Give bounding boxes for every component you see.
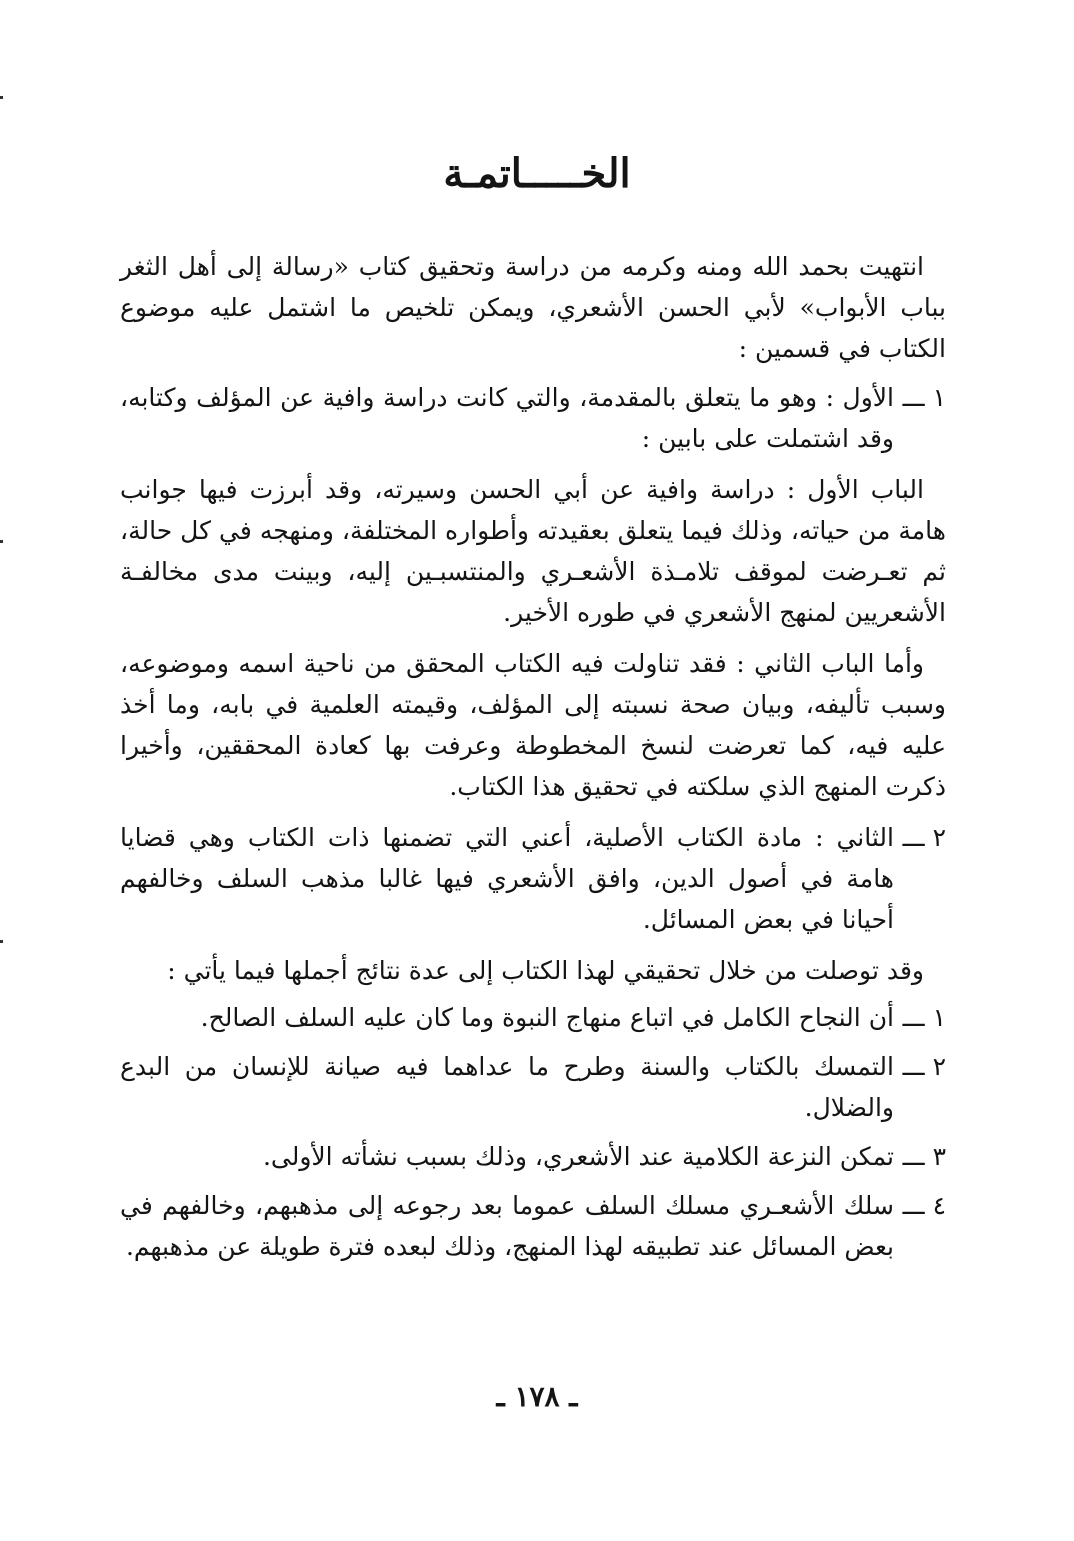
result-text: أن النجاح الكامل في اتباع منهاج النبوة وما كان عليه السلف الصالح. (200, 1003, 894, 1032)
section-number: ٢ ـــ (902, 823, 946, 852)
result-text: تمكن النزعة الكلامية عند الأشعري، وذلك بسبب نشأته الأولى. (262, 1142, 894, 1171)
section-text: الأول : وهو ما يتعلق بالمقدمة، والتي كانت دراسة وافية عن المؤلف وكتابه، وقد اشتملت على بابين : (120, 383, 894, 453)
section-item (120, 377, 946, 459)
intro-paragraph: انتهيت بحمد الله ومنه وكرمه من دراسة وتحقيق كتاب «رسالة إلى أهل الثغر بباب الأبواب» لأبي الحسن الأشعري، ويمكن تلخيص ما اشتمل عليه موضوع الكتاب في قسمين : (120, 252, 946, 363)
conclusion-intro: وقد توصلت من خلال تحقيقي لهذا الكتاب إلى عدة نتائج أجملها فيما يأتي : (167, 956, 924, 985)
page-number: ـ ١٧٨ ـ (496, 1380, 578, 1413)
result-item (120, 1136, 946, 1177)
section-item (120, 817, 946, 940)
result-number: ١ ـــ (902, 1003, 946, 1032)
chapter-one-paragraph: الباب الأول : دراسة وافية عن أبي الحسن وسيرته، وقد أبرزت فيها جوانب هامة من حياته، وذلك فيما يتعلق بعقيدته وأطواره المختلفة، ومنهجه في كل حالة، ثم تعـرضت لموقف تلامـذة الأشعـري والمنتسبـين إليه، وبينت مدى مخالفـة الأشعريين لمنهج الأشعري في طوره الأخير. (120, 475, 946, 627)
result-text: سلك الأشعـري مسلك السلف عموما بعد رجوعه إلى مذهبهم، وخالفهم في بعض المسائل عند تطبيقه لهذا المنهج، وذلك لبعده فترة طويلة عن مذهبهم. (120, 1191, 894, 1261)
scan-edge-mark (0, 940, 3, 943)
result-text: التمسك بالكتاب والسنة وطرح ما عداهما فيه صيانة للإنسان من البدع والضلال. (120, 1052, 894, 1122)
result-item (120, 1185, 946, 1267)
result-number: ٢ ـــ (902, 1052, 946, 1081)
page-title (0, 150, 1074, 197)
result-item (120, 1046, 946, 1128)
section-text: الثاني : مادة الكتاب الأصلية، أعني التي تضمنها ذات الكتاب وهي قضايا هامة في أصول الدين، وافق الأشعري فيها غالبا مذهب السلف وخالفهم أحيانا في بعض المسائل. (120, 823, 894, 934)
result-number: ٤ ـــ (902, 1191, 946, 1220)
chapter-two-paragraph: وأما الباب الثاني : فقد تناولت فيه الكتاب المحقق من ناحية اسمه وموضوعه، وسبب تأليفه، وبيان صحة نسبته إلى المؤلف، وقيمته العلمية في بابه، وما أخذ عليه فيه، كما تعرضت لنسخ المخطوطة وعرفت بها كعادة المحققين، وأخيرا ذكرت المنهج الذي سلكته في تحقيق هذا الكتاب. (120, 649, 946, 801)
section-number: ١ ـــ (902, 383, 946, 412)
result-item (120, 997, 946, 1038)
page-body (120, 246, 946, 1275)
page-title-text: الخـــــاتمـة (443, 150, 631, 197)
scan-edge-mark (0, 540, 3, 543)
scan-edge-mark (0, 96, 3, 99)
result-number: ٣ ـــ (902, 1142, 946, 1171)
